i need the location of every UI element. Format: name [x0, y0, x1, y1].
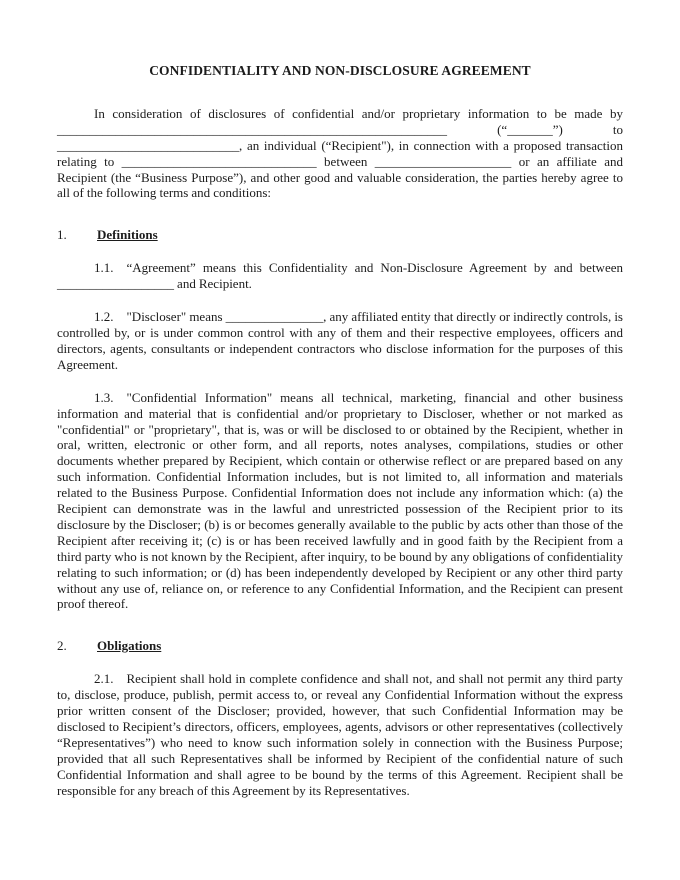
section-number: 2.: [57, 638, 67, 654]
section-heading-obligations: [57, 638, 623, 654]
clause-text: "Discloser" means _______________, any affiliated entity that directly or indirectly controls, is controlled by, or is under common control with any of them and their respective employees, officers and directors, agents, consultants or independent contractors who disclose information for the purposes of this Agreement.: [57, 309, 623, 372]
document-title: CONFIDENTIALITY AND NON-DISCLOSURE AGREEMENT: [149, 63, 531, 78]
section-title: Definitions: [97, 227, 158, 243]
clause-number: 1.1.: [94, 260, 114, 276]
clause-1-1: [57, 260, 623, 292]
clause-2-1: [57, 671, 623, 798]
clause-number: 2.1.: [94, 671, 114, 687]
clause-1-3: [57, 390, 623, 613]
clause-number: 1.2.: [94, 309, 114, 325]
clause-number: 1.3.: [94, 389, 114, 405]
section-heading-definitions: [57, 227, 623, 243]
section-number: 1.: [57, 227, 67, 243]
clause-1-2: [57, 309, 623, 373]
clause-text: Recipient shall hold in complete confidence and shall not, and shall not permit any third party to, disclose, produce, publish, permit access to, or reveal any Confidential Information without the express prior written consent of the Discloser; provided, however, that such Confidential Information may be disclosed to Recipient’s directors, officers, employees, agents, advisors or other representatives (collectively “Representatives”) who need to know such information solely in connection with the Business Purpose; provided that all such Representatives shall be informed by Recipient of the confidential nature of such Confidential Information and shall agree to be bound by the terms of this Agreement. Recipient shall be responsible for any breach of this Agreement by its Representatives.: [57, 671, 623, 798]
clause-text: "Confidential Information" means all technical, marketing, financial and other business information and material that is confidential and/or proprietary to Discloser, whether or not marked as "confidential" or "proprietary", that is, was or will be disclosed to or obtained by the Recipient, whether in oral, written, electronic or other form, and all reports, notes analyses, compilations, studies or other documents whether prepared by Recipient, which contain or otherwise reflect or are prepared based on any such information. Confidential Information includes, but is not limited to, all information and materials related to the Business Purpose. Confidential Information does not include any information which: (a) the Recipient can demonstrate was in the lawful and unrestricted possession of the Recipient prior to its disclosure by the Discloser; (b) is or becomes generally available to the public by acts other than those of the Recipient after receiving it; (c) is or has been received lawfully and in good faith by the Recipient from a third party who is not known by the Recipient, after inquiry, to be bound by any obligations of confidentiality relating to such information; or (d) has been independently developed by Recipient or any other third party without any use of, reliance on, or reference to any Confidential Information, and the Recipient can present proof thereof.: [57, 389, 624, 612]
intro-paragraph: In consideration of disclosures of confidential and/or proprietary information to be made by ____________________________________________________________ (“_______”) to ____________________________, an individual (“Recipient"), in connection with a proposed transaction relating to ______________________________ between _____________________ or an affiliate and Recipient (the “Business Purpose”), and other good and valuable consideration, the parties hereby agree to all of the following terms and conditions:: [57, 105, 623, 201]
clause-text: “Agreement” means this Confidentiality and Non-Disclosure Agreement by and between __________________ and Recipient.: [57, 260, 623, 292]
section-title: Obligations: [97, 638, 162, 654]
